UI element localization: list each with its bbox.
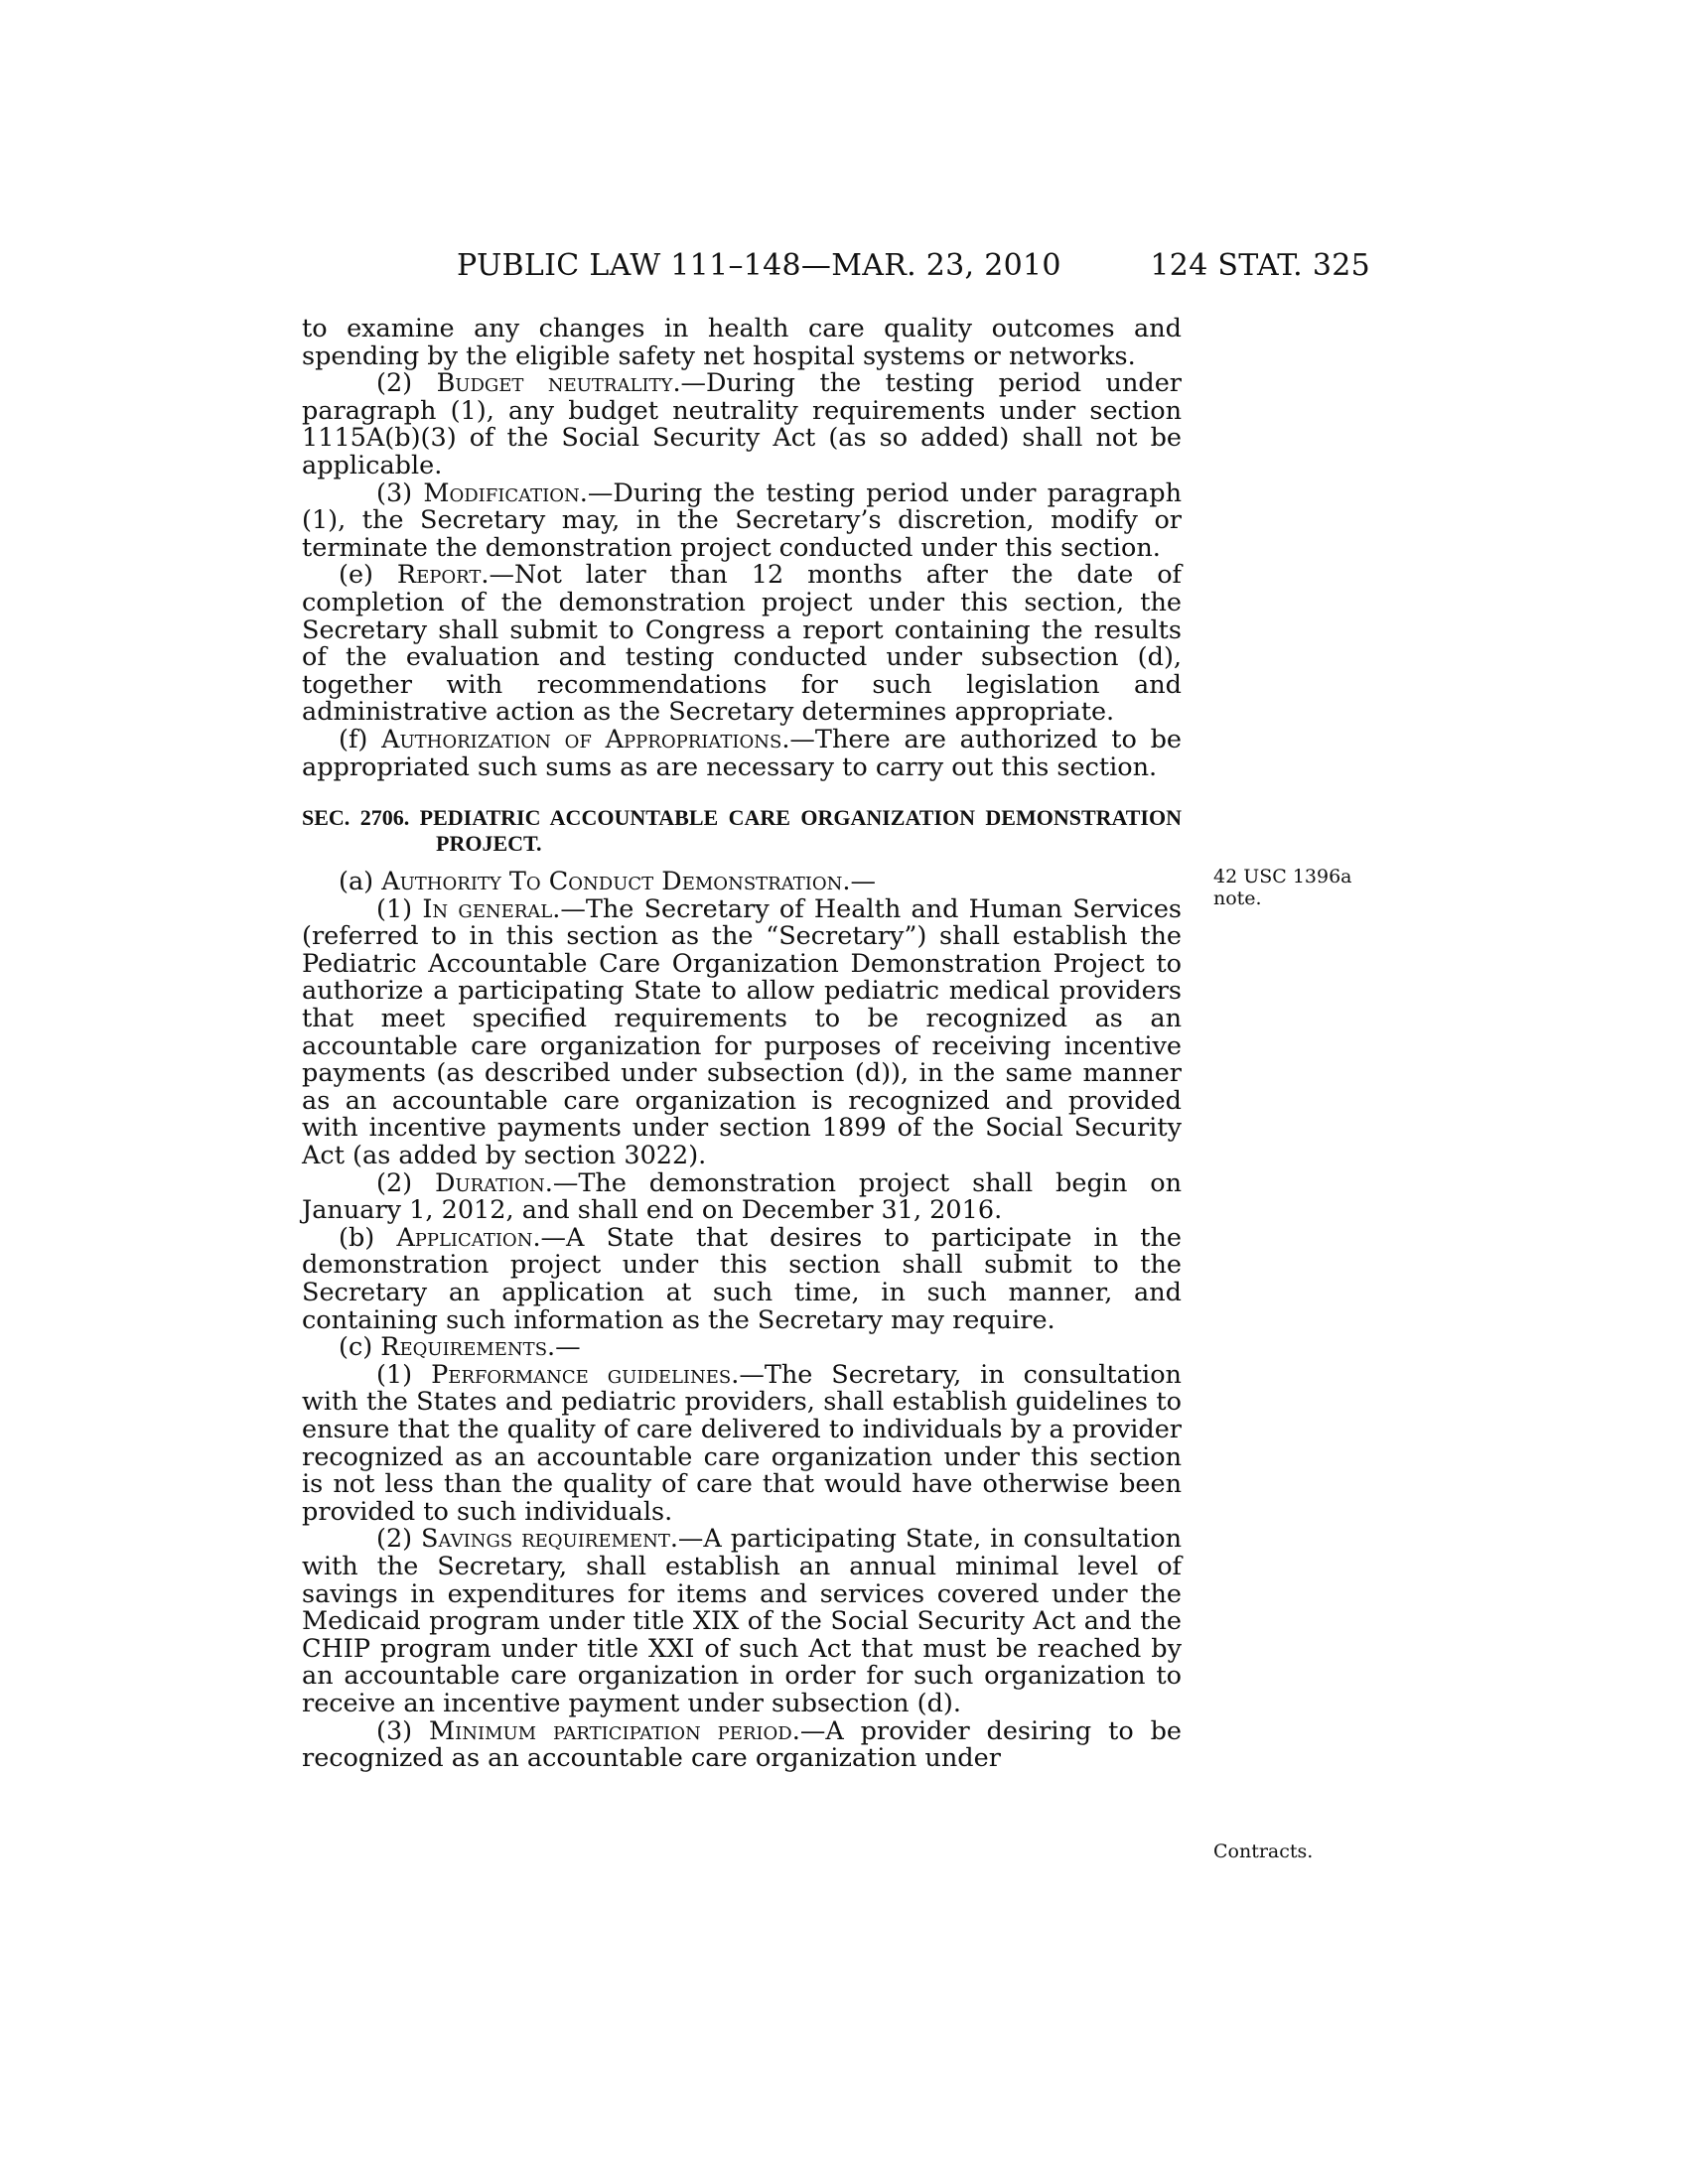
paragraph: (b) Application.—A State that desires to participate in the demonstration project under this section shall submit to the Secretary an application at such time, in such manner, and containing such information as the Secretary may require. bbox=[302, 1222, 1182, 1335]
paragraph: (c) Requirements.— bbox=[339, 1332, 581, 1363]
paragraph: (3) Modification.—During the testing period under paragraph (1), the Secretary may, in the Secretary’s discretion, modify or terminate the demonstration project conducted under this section. bbox=[302, 478, 1182, 563]
paragraph: (2) Duration.—The demonstration project shall begin on January 1, 2012, and shall end on December 31, 2016. bbox=[302, 1167, 1182, 1226]
paragraph: (2) Savings requirement.—A participating State, in consultation with the Secretary, shall establish an annual minimal level of savings in expenditures for items and services covered under the Medicaid program under title XIX of the Social Security Act and the CHIP program under title XXI of such Act that must be reached by an accountable care organization in order for such organization to receive an incentive payment under subsection (d). bbox=[302, 1524, 1182, 1718]
header-title: PUBLIC LAW 111–148—MAR. 23, 2010 bbox=[457, 248, 1061, 283]
document-body bbox=[302, 316, 1182, 1773]
paragraph: (1) In general.—The Secretary of Health and Human Services (referred to in this section as the “Secretary”) shall establish the Pediatric Accountable Care Organization Demonstration Project to authorize a participating State to allow pediatric medical providers that meet specified requirements to be recognized as an accountable care organization for purposes of receiving incentive payments (as described under subsection (d)), in the same manner as an accountable care organization is recognized and provided with incentive payments under section 1899 of the Social Security Act (as added by section 3022). bbox=[302, 893, 1183, 1171]
paragraph: (e) Report.—Not later than 12 months after the date of completion of the demonstration project under this section, the Secretary shall submit to Congress a report containing the results of the evaluation and testing conducted under subsection (d), together with recommendations for such legislation and administrative action as the Secretary determines appropriate. bbox=[302, 560, 1182, 728]
paragraph: (1) Performance guidelines.—The Secretary, in consultation with the States and pediatric providers, shall establish guidelines to ensure that the quality of care delivered to individuals by a provider recognized as an accountable care organization under this section is not less than the quality of care that would have otherwise been provided to such individuals. bbox=[302, 1359, 1182, 1527]
paragraph: to examine any changes in health care quality outcomes and spending by the eligible safety net hospital systems or networks. bbox=[302, 314, 1182, 371]
header-page-ref: 124 STAT. 325 bbox=[1150, 248, 1370, 283]
paragraph: (f) Authorization of Appropriations.—There are authorized to be appropriated such sums as are necessary to carry out this section. bbox=[302, 724, 1182, 782]
paragraph: (3) Minimum participation period.—A provider desiring to be recognized as an accountable care organization under bbox=[302, 1715, 1182, 1774]
margin-note-contracts: Contracts. bbox=[1213, 1841, 1314, 1862]
margin-note-usc: 42 USC 1396a note. bbox=[1213, 866, 1352, 909]
paragraph: (a) Authority To Conduct Demonstration.— bbox=[339, 867, 876, 897]
paragraph: (2) Budget neutrality.—During the testing period under paragraph (1), any budget neutrality requirements under section 1115A(b)(3) of the Social Security Act (as so added) shall not be applicable. bbox=[302, 368, 1182, 480]
section-heading: SEC. 2706. PEDIATRIC ACCOUNTABLE CARE ORGANIZATION DEMONSTRATION PROJECT. bbox=[302, 805, 1182, 857]
